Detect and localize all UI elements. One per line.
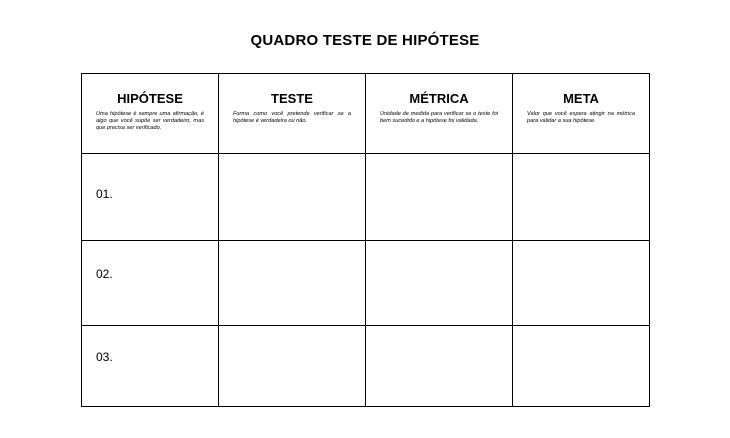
metrica-cell[interactable] xyxy=(366,241,513,326)
metrica-cell[interactable] xyxy=(366,326,513,407)
table-header-row xyxy=(82,74,650,154)
teste-cell[interactable] xyxy=(219,154,366,241)
row-label-cell xyxy=(82,241,219,326)
row-label-cell xyxy=(82,154,219,241)
column-heading: TESTE xyxy=(271,91,313,106)
header-cell-metrica xyxy=(366,74,513,154)
row-label: 03. xyxy=(96,350,113,364)
teste-cell[interactable] xyxy=(219,326,366,407)
column-description: Unidade de medida para verificar se o teste foi bem sucedido e a hipótese foi validada. xyxy=(380,111,498,124)
page-title: QUADRO TESTE DE HIPÓTESE xyxy=(250,32,480,49)
header-cell-meta xyxy=(513,74,650,154)
column-description: Uma hipótese é sempre uma afirmação, é algo que você supõe ser verdadeiro, mas que precisa ser verificado. xyxy=(96,111,204,131)
table-row xyxy=(82,326,650,407)
metrica-cell[interactable] xyxy=(366,154,513,241)
column-description: Forma como você pretende verificar se a hipótese é verdadeira ou não. xyxy=(233,111,351,124)
hypothesis-test-table xyxy=(81,73,650,407)
row-label-cell xyxy=(82,326,219,407)
row-label: 02. xyxy=(96,267,113,281)
table-row xyxy=(82,154,650,241)
header-cell-hipotese xyxy=(82,74,219,154)
column-heading: HIPÓTESE xyxy=(117,91,183,106)
column-heading: MÉTRICA xyxy=(409,91,469,106)
meta-cell[interactable] xyxy=(513,326,650,407)
column-heading: META xyxy=(563,91,599,106)
row-label: 01. xyxy=(96,187,113,201)
header-cell-teste xyxy=(219,74,366,154)
meta-cell[interactable] xyxy=(513,241,650,326)
meta-cell[interactable] xyxy=(513,154,650,241)
column-description: Valor que você espera atingir na métrica para validar a sua hipótese. xyxy=(527,111,635,124)
teste-cell[interactable] xyxy=(219,241,366,326)
table-row xyxy=(82,241,650,326)
